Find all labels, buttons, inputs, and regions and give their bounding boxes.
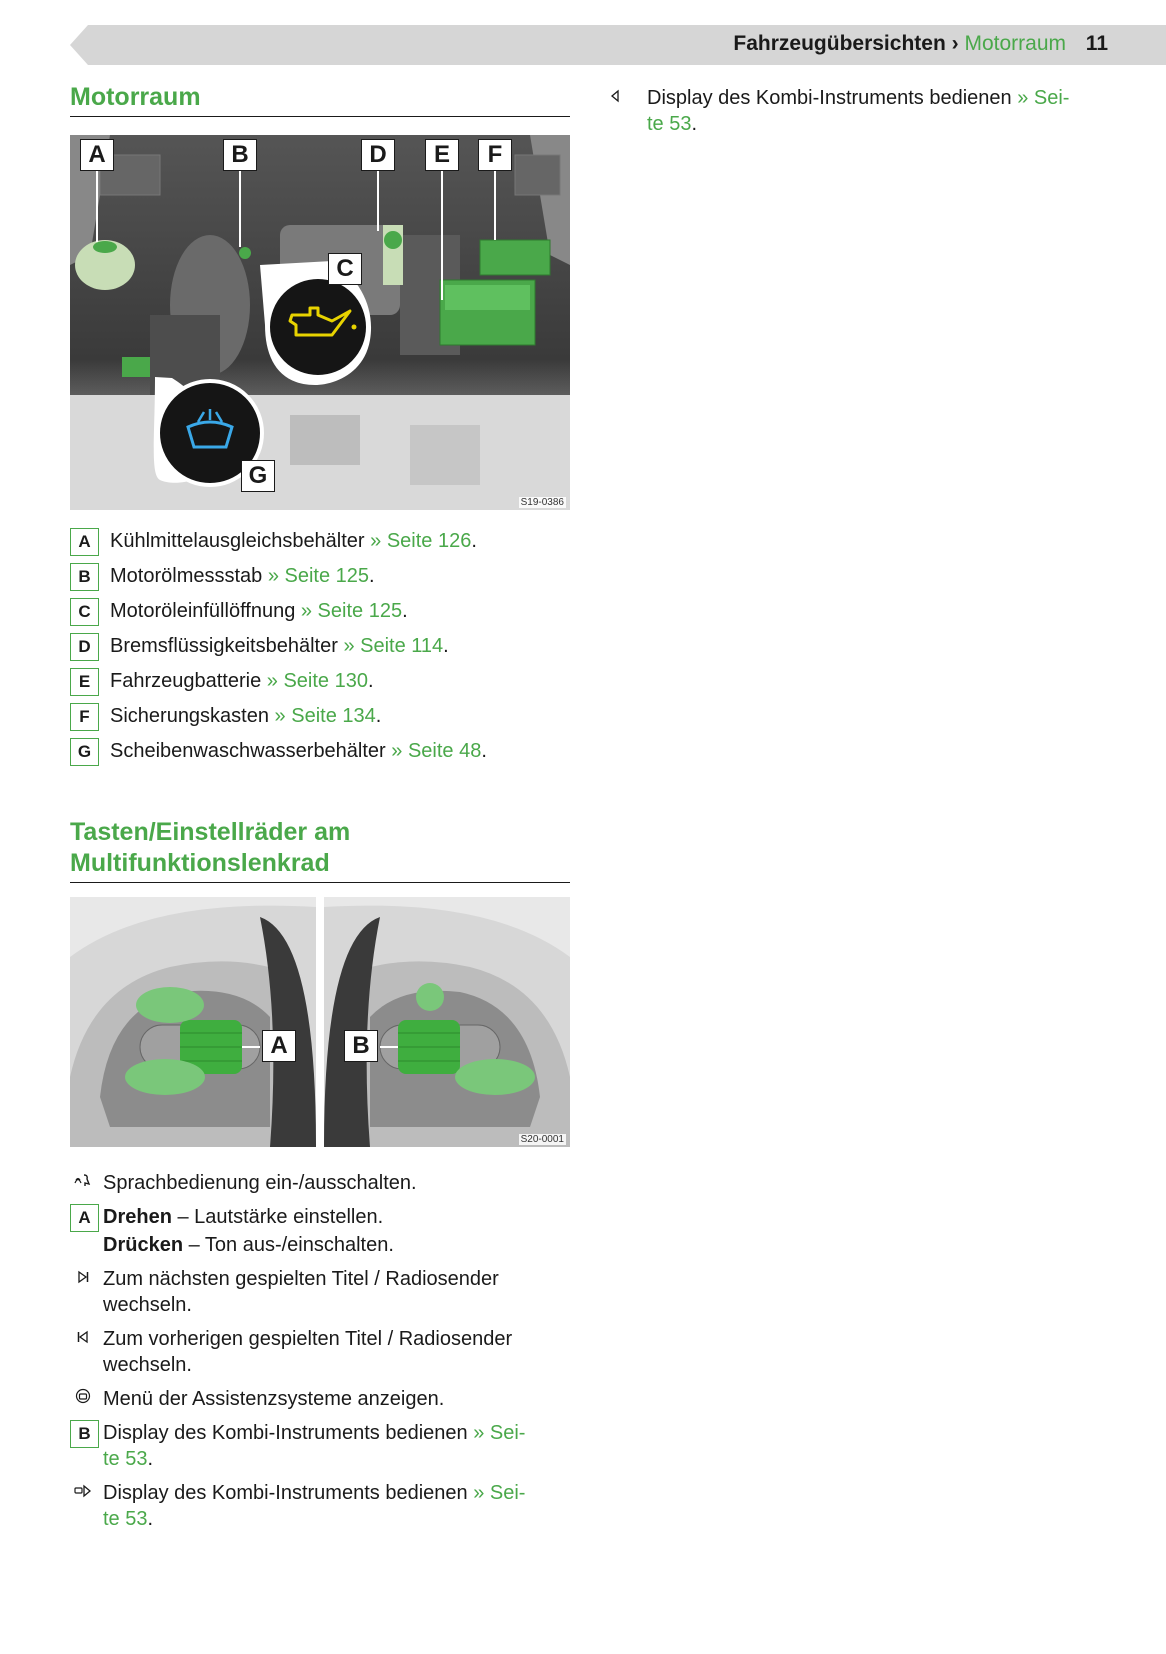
breadcrumb-section: Fahrzeugübersichten <box>733 32 946 55</box>
legend-key: E <box>70 668 99 696</box>
list-end: . <box>147 1448 154 1470</box>
callout-g: G <box>241 460 275 492</box>
action-label: Drehen <box>103 1206 172 1228</box>
legend-item <box>70 633 570 668</box>
action-text: – Lautstärke einstellen. <box>171 1206 384 1228</box>
legend-key: F <box>70 703 99 731</box>
list-end: . <box>691 113 698 135</box>
breadcrumb-separator: › <box>951 32 959 55</box>
legend-item <box>70 528 570 563</box>
callout-b: B <box>223 139 257 171</box>
list-item <box>70 1326 570 1386</box>
list-item <box>70 1420 570 1480</box>
list-text: Sprachbedienung ein-/ausschalten. <box>103 1172 417 1194</box>
legend-end: . <box>369 565 375 587</box>
legend-end: . <box>375 705 382 727</box>
page-ref-link[interactable]: » Seite 114 <box>343 635 444 657</box>
page-ref-link[interactable]: te 53 <box>647 113 692 135</box>
legend-item <box>70 668 570 703</box>
legend-key: B <box>70 563 99 591</box>
list-text: Menü der Assistenzsysteme anzeigen. <box>103 1388 445 1410</box>
legend-key: A <box>70 1204 99 1232</box>
legend-end: . <box>481 740 487 762</box>
engine-bay-figure <box>70 135 570 510</box>
callout-e: E <box>425 139 459 171</box>
legend-text: Motorölmessstab <box>110 565 263 587</box>
legend-item <box>70 738 570 773</box>
steering-wheel-figure <box>70 897 570 1147</box>
page-ref-link[interactable]: te 53 <box>103 1508 148 1530</box>
legend-key: A <box>70 528 99 556</box>
list-item <box>70 1170 570 1204</box>
list-item <box>605 85 1085 137</box>
legend-text: Fahrzeugbatterie <box>110 670 262 692</box>
breadcrumb <box>733 32 1066 56</box>
list-text: Zum vorherigen gespielten Titel / Radiosender wechseln. <box>103 1328 513 1376</box>
list-text: Display des Kombi-Instruments bedienen <box>103 1482 474 1504</box>
list-item <box>70 1204 570 1266</box>
legend-end: . <box>471 530 477 552</box>
page-ref-link[interactable]: » Seite 130 <box>266 670 368 692</box>
assist-menu-icon <box>70 1387 96 1411</box>
section-title-line1: Tasten/Einstellräder am <box>70 818 351 846</box>
next-track-icon <box>70 1267 96 1291</box>
action-label: Drücken <box>103 1234 184 1256</box>
page-ref-link[interactable]: » Sei- <box>473 1482 526 1504</box>
legend-end: . <box>443 635 449 657</box>
page-ref-link[interactable]: te 53 <box>103 1448 148 1470</box>
legend-text: Sicherungskasten <box>110 705 269 727</box>
list-end: . <box>147 1508 154 1530</box>
legend-text: Scheibenwaschwasserbehälter <box>110 740 386 762</box>
page-ref-link[interactable]: » Seite 134 <box>274 705 376 727</box>
engine-legend <box>70 528 570 773</box>
list-item <box>70 1480 570 1540</box>
section-title-steering <box>70 817 570 883</box>
page-ref-link[interactable]: » Sei- <box>1017 87 1070 109</box>
breadcrumb-current: Motorraum <box>964 32 1066 55</box>
callout-c: C <box>328 253 362 285</box>
legend-text: Bremsflüssigkeitsbehälter <box>110 635 338 657</box>
list-text: Display des Kombi-Instruments bedienen <box>103 1422 474 1444</box>
page-ref-link[interactable]: » Seite 48 <box>391 740 482 762</box>
back-icon <box>605 86 625 110</box>
list-item <box>70 1386 570 1420</box>
legend-text: Motoröleinfüllöffnung <box>110 600 296 622</box>
list-item <box>70 1266 570 1326</box>
figure-code: S19-0386 <box>520 497 564 508</box>
legend-item <box>70 598 570 633</box>
display-back-icon <box>70 1481 96 1505</box>
legend-key: B <box>70 1420 99 1448</box>
page-ref-link[interactable]: » Seite 125 <box>300 600 403 622</box>
callout-b: B <box>344 1030 378 1062</box>
figure-code: S20-0001 <box>520 1134 564 1145</box>
section-title-line2: Multifunktionslenkrad <box>70 849 330 877</box>
engine-bay-illustration <box>70 135 570 510</box>
callout-f: F <box>478 139 512 171</box>
legend-end: . <box>402 600 408 622</box>
action-text: – Ton aus-/einschalten. <box>183 1234 394 1256</box>
legend-key: G <box>70 738 99 766</box>
legend-item <box>70 703 570 738</box>
section-title-motorraum: Motorraum <box>70 82 570 117</box>
legend-key: C <box>70 598 99 626</box>
steering-legend <box>70 1170 570 1540</box>
list-text: Zum nächsten gespielten Titel / Radiosender wechseln. <box>103 1268 499 1316</box>
prev-track-icon <box>70 1327 96 1351</box>
voice-icon <box>70 1171 96 1195</box>
callout-a: A <box>80 139 114 171</box>
legend-end: . <box>367 670 374 692</box>
page-ref-link[interactable]: » Sei- <box>473 1422 526 1444</box>
page-number: 11 <box>1085 32 1108 55</box>
legend-item <box>70 563 570 598</box>
right-column <box>605 85 1085 137</box>
legend-key: D <box>70 633 99 661</box>
page-ref-link[interactable]: » Seite 126 <box>370 530 472 552</box>
callout-d: D <box>361 139 395 171</box>
list-text: Display des Kombi-Instruments bedienen <box>647 87 1018 109</box>
page-ref-link[interactable]: » Seite 125 <box>267 565 370 587</box>
callout-a: A <box>262 1030 296 1062</box>
steering-wheel-illustration <box>70 897 570 1147</box>
legend-text: Kühlmittelausgleichsbehälter <box>110 530 365 552</box>
